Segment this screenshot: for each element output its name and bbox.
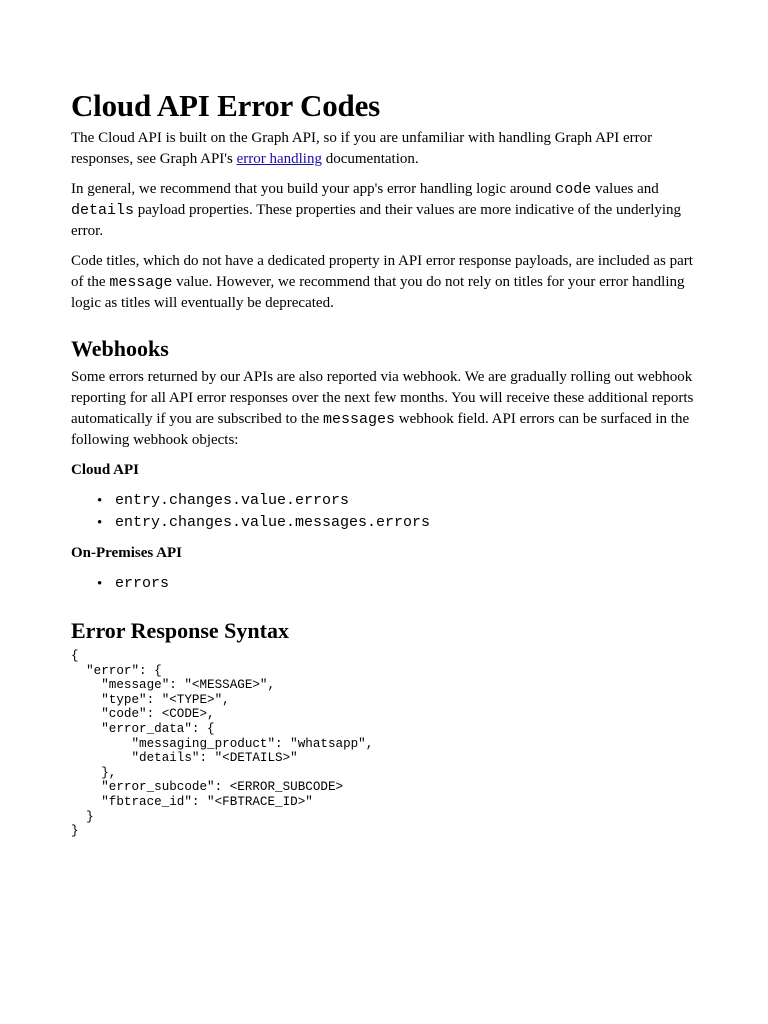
cloud-api-subheading: Cloud API (71, 462, 139, 478)
intro-paragraph-1 (71, 128, 697, 170)
inline-code-code: code (555, 181, 592, 198)
list-item: • entry.changes.value.messages.errors (115, 512, 697, 534)
list-item: • errors (115, 573, 697, 595)
webhooks-p-text-before: Some errors returned by our APIs are also reported via webhook. We are gradually rolling out webhook reporting for all API error responses over the next few months. You will receive these additional reports automatically if you are subscribed to the (71, 369, 694, 427)
intro-paragraph-3 (71, 251, 697, 314)
intro-p2-text-after: payload properties. These properties and their values are more indicative of the underlying error. (71, 202, 682, 239)
webhooks-section (71, 335, 697, 595)
onprem-api-subheading: On-Premises API (71, 545, 182, 561)
onprem-api-list (71, 573, 697, 595)
inline-code-messages: messages (323, 411, 396, 428)
intro-p2-text-before: In general, we recommend that you build your app's error handling logic around (71, 181, 556, 197)
inline-code-message: message (109, 274, 173, 291)
list-item: • entry.changes.value.errors (115, 490, 697, 512)
syntax-heading: Error Response Syntax (71, 618, 289, 643)
intro-p3-text-after: value. However, we recommend that you do not rely on titles for your error handling logic as titles will eventually be deprecated. (71, 274, 685, 311)
intro-p1-text-before: The Cloud API is built on the Graph API, so if you are unfamiliar with handling Graph API error responses, see Graph API's (71, 130, 653, 167)
intro-p3-text-before: Code titles, which do not have a dedicated property in API error response payloads, are included as part of the (71, 253, 693, 290)
error-handling-link[interactable]: error handling (236, 151, 322, 167)
syntax-section (71, 617, 697, 839)
webhooks-heading: Webhooks (71, 336, 169, 361)
webhooks-paragraph (71, 367, 697, 451)
cloud-api-list (71, 490, 697, 534)
intro-p2-text-mid: values and (591, 181, 659, 197)
inline-code-details: details (71, 202, 135, 219)
intro-p1-text-after: documentation. (321, 151, 419, 167)
intro-paragraph-2 (71, 179, 697, 242)
webhooks-p-text-after: webhook field. API errors can be surfaced in the following webhook objects: (71, 411, 690, 448)
page-title: Cloud API Error Codes (71, 88, 380, 123)
code-block: { "error": { "message": "<MESSAGE>", "type": "<TYPE>", "code": <CODE>, "error_data": { "messaging_product": "whatsapp", "details": "<DETAILS>" }, "error_subcode": <ERROR_SUBCODE> "fbtrace_id": "<FBTRACE_ID>" } } (71, 649, 374, 839)
